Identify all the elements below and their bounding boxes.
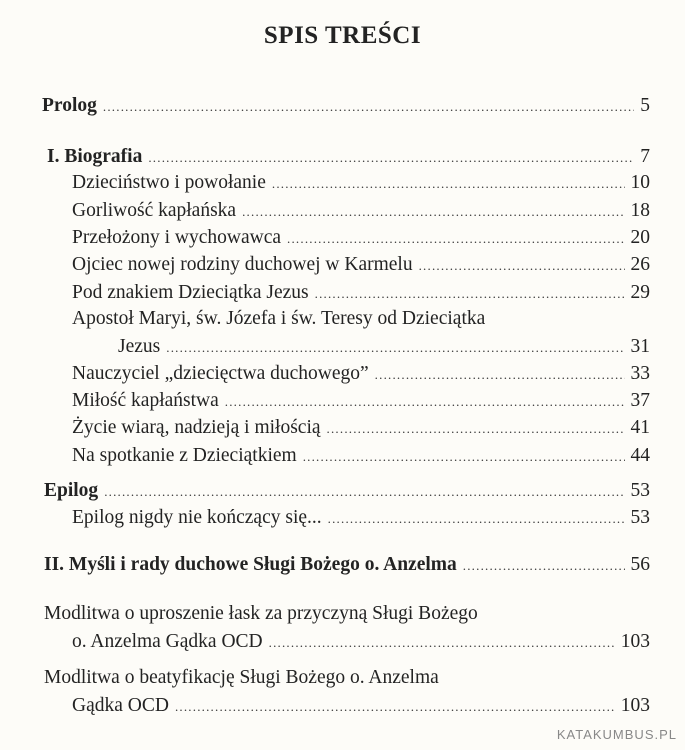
- dot-leader: [303, 443, 625, 471]
- toc-page-number: 56: [630, 554, 650, 575]
- toc-entry-label: I. Biografia: [47, 146, 143, 167]
- toc-entry-label: Życie wiarą, nadzieją i miłością: [72, 417, 321, 438]
- dot-leader: [242, 198, 624, 226]
- dot-leader: [103, 93, 634, 121]
- toc-entry-na-spotkanie[interactable]: [72, 442, 650, 471]
- toc-page-number: 103: [620, 631, 650, 652]
- toc-page-number: 26: [630, 254, 650, 275]
- dot-leader: [272, 170, 625, 198]
- dot-leader: [327, 415, 625, 443]
- toc-entry-label: Gorliwość kapłańska: [72, 200, 237, 221]
- dot-leader: [463, 552, 625, 580]
- toc-page-number: 18: [630, 200, 650, 221]
- toc-entry-gorliwosc[interactable]: [72, 197, 650, 226]
- dot-leader: [148, 144, 634, 172]
- watermark: KATAKUMBUS.PL: [556, 727, 677, 742]
- toc-entry-label-line1: Apostoł Maryi, św. Józefa i św. Teresy od Dzieciątka: [72, 308, 486, 329]
- toc-entry-label: Na spotkanie z Dzieciątkiem: [72, 445, 297, 466]
- toc-entry-epilog[interactable]: [44, 477, 650, 506]
- dot-leader: [419, 252, 625, 280]
- toc-entry-label: Pod znakiem Dzieciątka Jezus: [72, 282, 309, 303]
- toc-page-number: 53: [630, 507, 650, 528]
- toc-page-number: 20: [630, 227, 650, 248]
- toc-entry-prolog[interactable]: [42, 92, 650, 121]
- dot-leader: [315, 280, 625, 308]
- dot-leader: [269, 629, 615, 657]
- toc-page-number: 5: [640, 95, 650, 116]
- toc-entry-nauczyciel[interactable]: [72, 360, 650, 389]
- toc-entry-milosc[interactable]: [72, 387, 650, 416]
- toc-entry-label: Prolog: [42, 95, 97, 116]
- toc-entry-ojciec[interactable]: [72, 251, 650, 280]
- toc-entry-label: Gądka OCD: [72, 695, 169, 716]
- toc-page-number: 33: [630, 363, 650, 384]
- toc-page-number: 10: [630, 172, 650, 193]
- toc-entry-label-line1: Modlitwa o uproszenie łask za przyczyną Sługi Bożego: [44, 603, 478, 624]
- dot-leader: [328, 505, 625, 533]
- dot-leader: [375, 361, 625, 389]
- toc-entry-label: Przełożony i wychowawca: [72, 227, 282, 248]
- toc-entry-modlitwa-beatyfikacja[interactable]: [44, 664, 650, 721]
- toc-entry-label: Nauczyciel „dziecięctwa duchowego”: [72, 363, 369, 384]
- toc-page-number: 37: [630, 390, 650, 411]
- toc-entry-dziecinstwo[interactable]: [72, 169, 650, 198]
- toc-entry-label: Ojciec nowej rodziny duchowej w Karmelu: [72, 254, 413, 275]
- dot-leader: [175, 693, 615, 721]
- toc-page-number: 29: [630, 282, 650, 303]
- toc-entry-biografia[interactable]: [47, 143, 650, 172]
- toc-entry-label: Epilog: [44, 480, 99, 501]
- dot-leader: [166, 334, 624, 362]
- toc-entry-mysli[interactable]: [44, 551, 650, 580]
- dot-leader: [104, 478, 624, 506]
- toc-entry-pod-znakiem[interactable]: [72, 279, 650, 308]
- toc-page-number: 103: [620, 695, 650, 716]
- dot-leader: [225, 388, 625, 416]
- toc-entry-modlitwa-laski[interactable]: [44, 600, 650, 657]
- toc-page-number: 7: [640, 146, 650, 167]
- toc-page-number: 44: [630, 445, 650, 466]
- toc-entry-label: o. Anzelma Gądka OCD: [72, 631, 263, 652]
- page-title: SPIS TREŚCI: [263, 22, 422, 49]
- toc-entry-epilog-nigdy[interactable]: [72, 504, 650, 533]
- toc-entry-przelozony[interactable]: [72, 224, 650, 253]
- toc-page-number: 53: [630, 480, 650, 501]
- toc-page-number: 41: [630, 417, 650, 438]
- toc-entry-zycie[interactable]: [72, 414, 650, 443]
- toc-entry-label: Dzieciństwo i powołanie: [72, 172, 266, 193]
- toc-entry-label: Epilog nigdy nie kończący się...: [72, 507, 322, 528]
- toc-entry-apostol[interactable]: [72, 305, 650, 362]
- toc-entry-label: Jezus: [118, 336, 161, 357]
- toc-entry-label: Miłość kapłaństwa: [72, 390, 219, 411]
- dot-leader: [287, 225, 624, 253]
- toc-page-number: 31: [630, 336, 650, 357]
- toc-entry-label: II. Myśli i rady duchowe Sługi Bożego o. Anzelma: [44, 554, 457, 575]
- toc-entry-label-line1: Modlitwa o beatyfikację Sługi Bożego o. Anzelma: [44, 667, 439, 688]
